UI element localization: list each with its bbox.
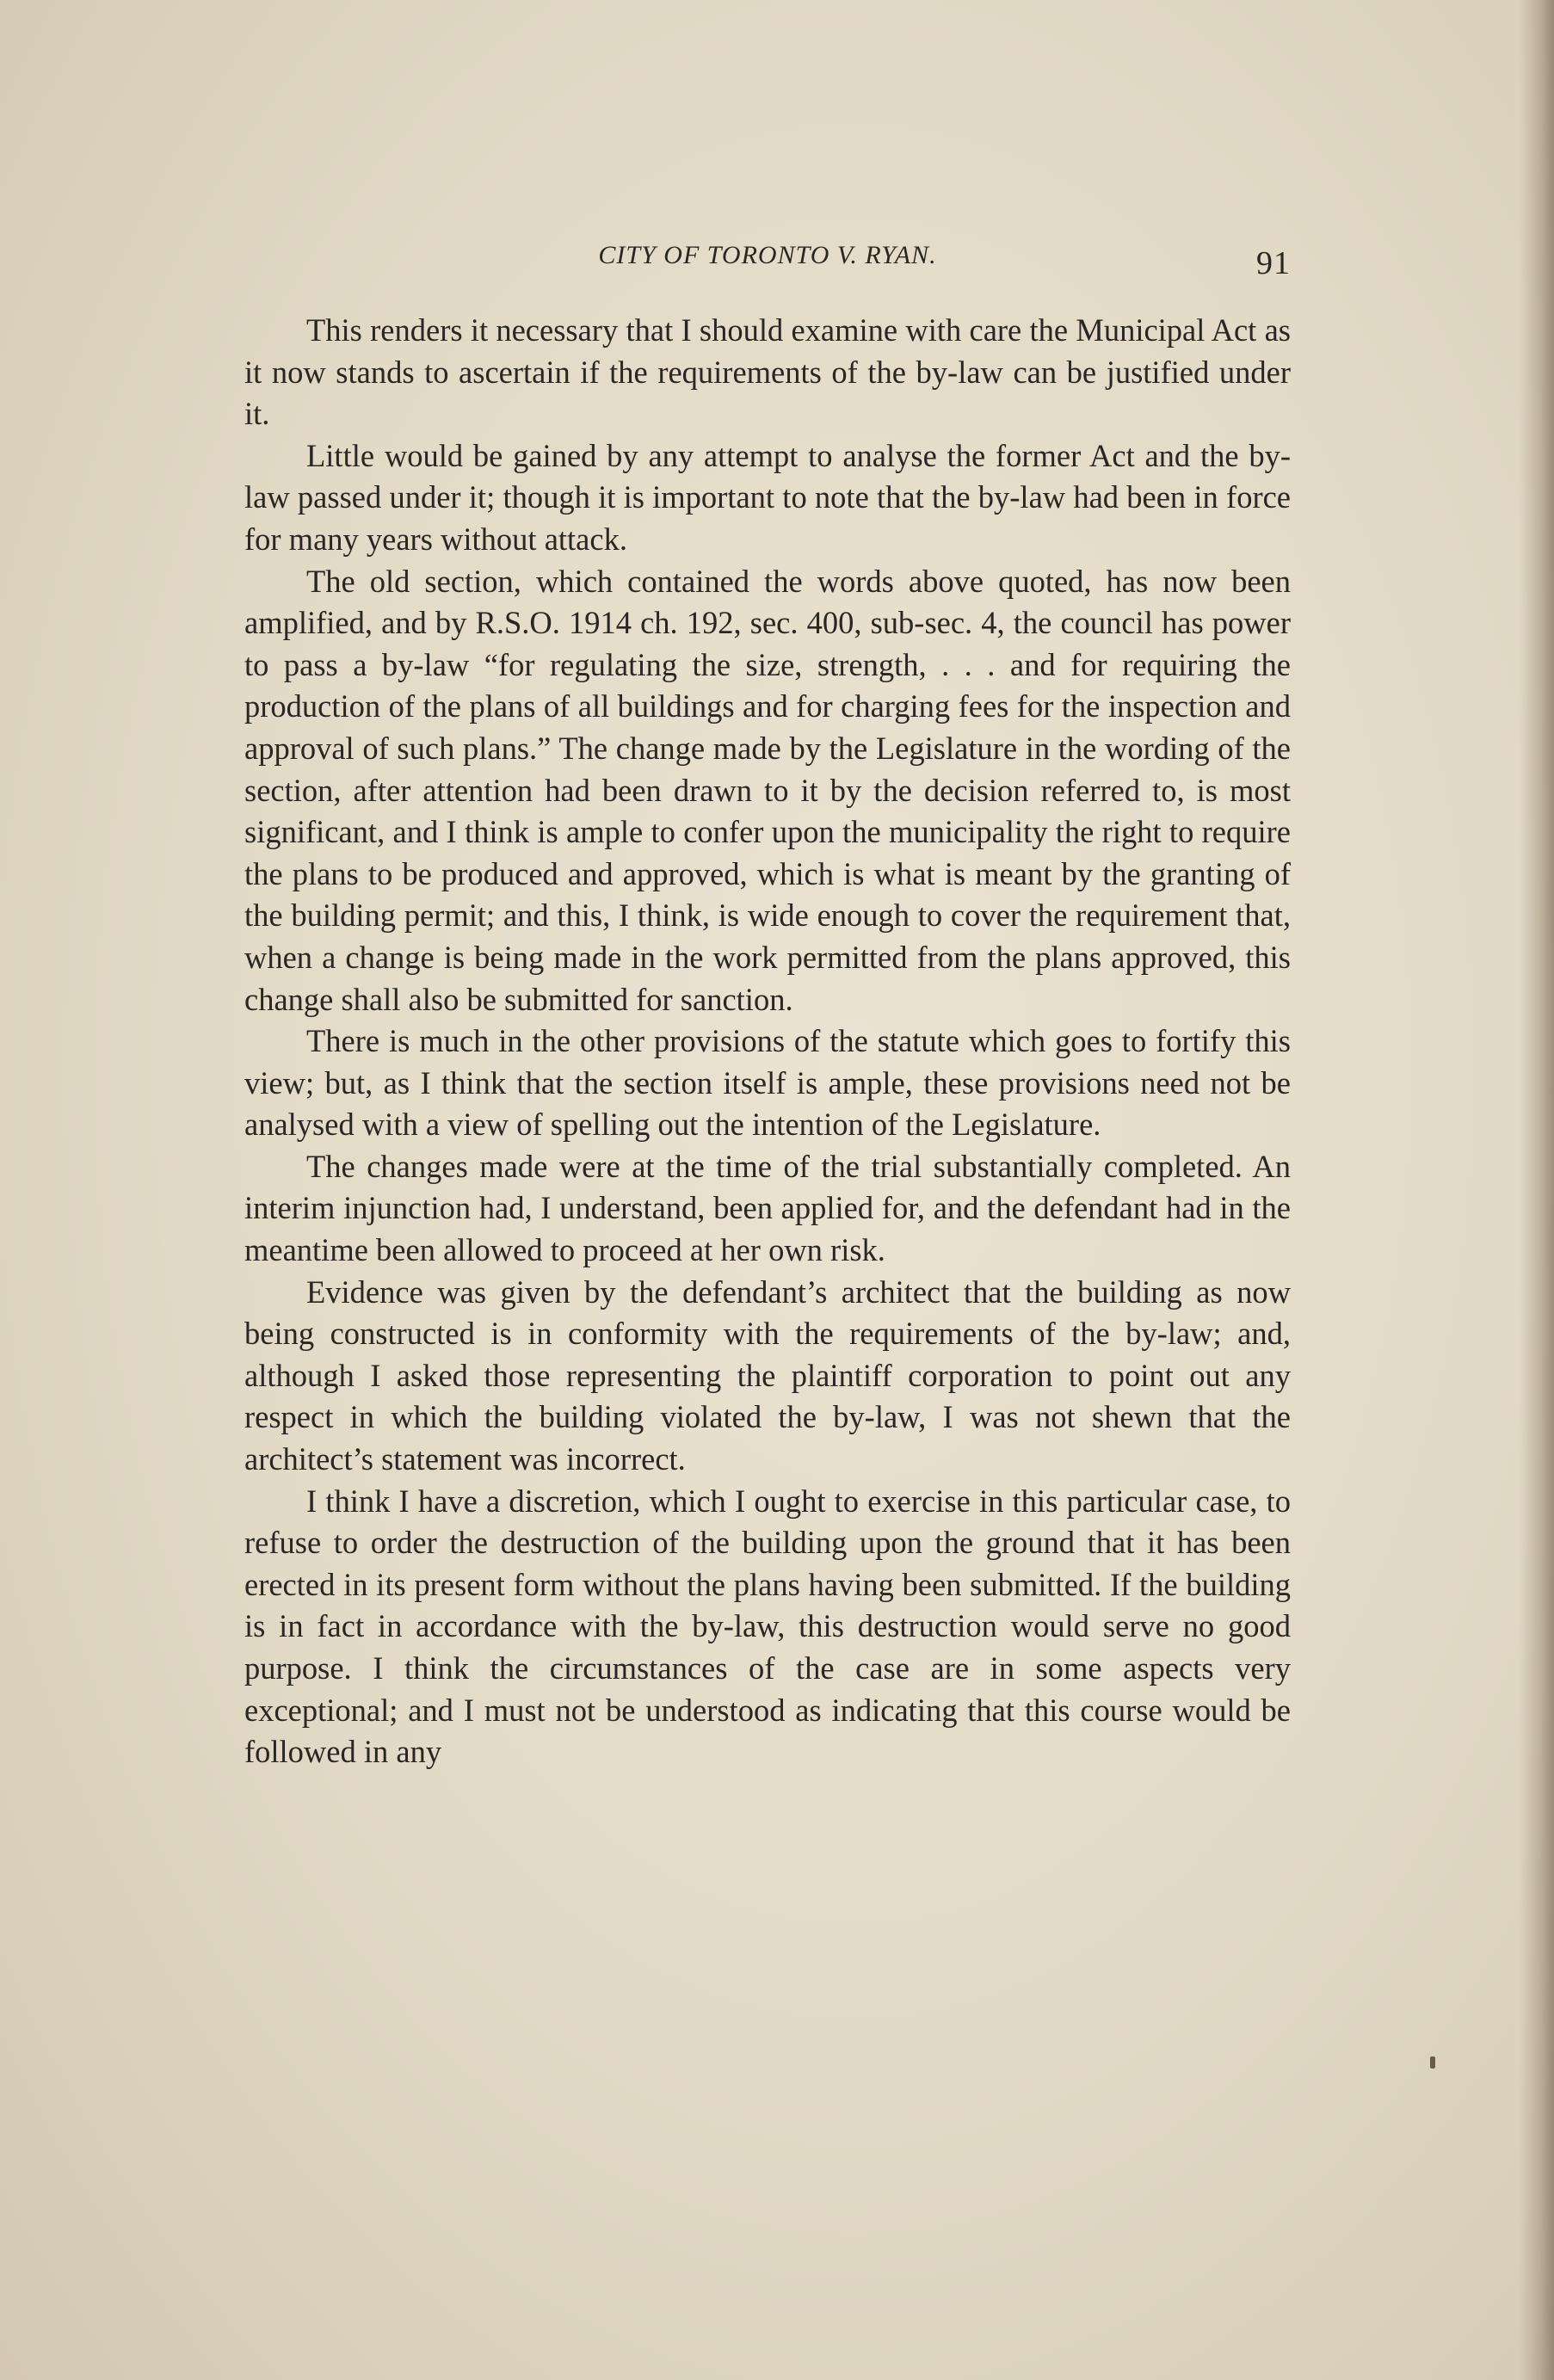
page-text-block — [244, 241, 1291, 1773]
paragraph-2: Little would be gained by any attempt to analyse the former Act and the by-law passed under it; though it is important to note that the by-law had been in force for many years without attack. — [244, 437, 1291, 557]
paragraph-4: There is much in the other provisions of the statute which goes to fortify this view; but, as I think that the section itself is ample, these provisions need not be analysed with a view of spelling out the intention of the Legislature. — [244, 1023, 1291, 1143]
paragraph-1: This renders it necessary that I should examine with care the Municipal Act as it now stands to ascertain if the requirements of the by-law can be justified under it. — [244, 312, 1291, 432]
page-edge-shadow — [1520, 0, 1554, 2380]
running-title: CITY OF TORONTO V. RYAN. — [598, 241, 937, 269]
paragraph-7: I think I have a discretion, which I ought to exercise in this particular case, to refuse to order the destruction of the building upon the ground that it has been erected in its present form without the plans having been submitted. If the building is in fact in accordance with the by-law, this destruction would serve no good purpose. I think the circumstances of the case are in some aspects very exceptional; and I must not be understood as indicating that this course would be followed in any — [244, 1483, 1291, 1770]
ink-speck — [1430, 2056, 1435, 2069]
paragraph-5: The changes made were at the time of the trial substantially completed. An interim injunction had, I understand, been applied for, and the defendant had in the meantime been allowed to proceed at her own risk. — [244, 1148, 1291, 1268]
paragraph-6: Evidence was given by the defendant’s architect that the building as now being constructed is in conformity with the requirements of the by-law; and, although I asked those representing the plaintiff corporation to point out any respect in which the building violated the by-law, I was not shewn that the architect’s statement was incorrect. — [244, 1273, 1291, 1477]
paragraph-3: The old section, which contained the words above quoted, has now been amplified, and by R.S.O. 1914 ch. 192, sec. 400, sub-sec. 4, the council has power to pass a by-law “for regulating the size, strength, . . . and for requiring the production of the plans of all buildings and for charging fees for the inspection and approval of such plans.” The change made by the Legislature in the wording of the section, after attention had been drawn to it by the decision referred to, is most significant, and I think is ample to confer upon the municipality the right to require the plans to be produced and approved, which is what is meant by the granting of the building permit; and this, I think, is wide enough to cover the requirement that, when a change is being made in the work permitted from the plans approved, this change shall also be submitted for sanction. — [244, 563, 1291, 1017]
running-head — [244, 241, 1291, 310]
page-number: 91 — [1256, 245, 1291, 281]
